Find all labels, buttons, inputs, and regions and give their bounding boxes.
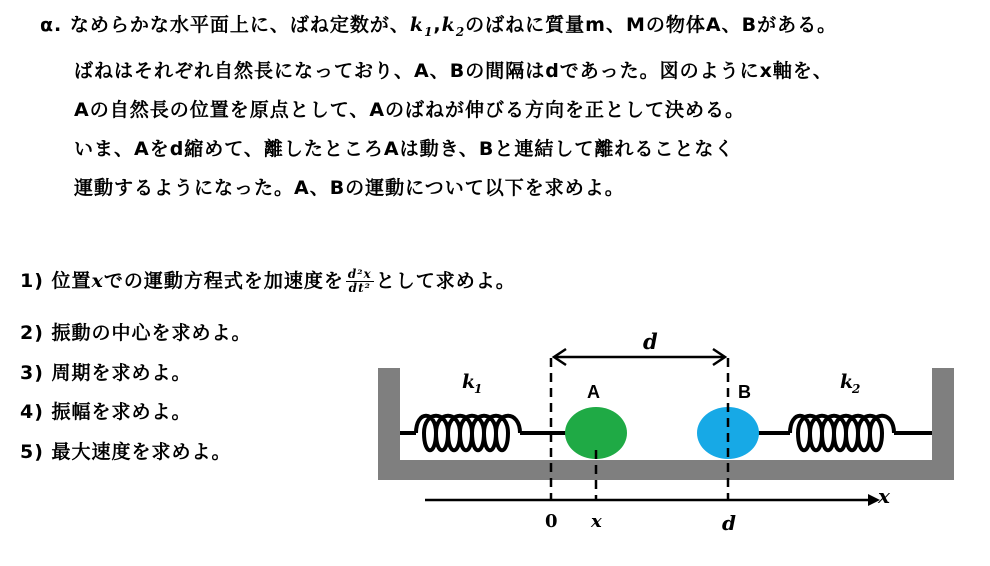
d-top-label: d: [643, 329, 658, 354]
fraction-numerator: d²x: [347, 267, 372, 281]
k1-label: k: [462, 371, 476, 393]
k1-subscript: 1: [424, 24, 434, 39]
k2-label-subscript: 2: [852, 382, 861, 396]
question-1-mid: での運動方程式を加速度を: [103, 270, 344, 292]
problem-line-2: ばねはそれぞれ自然長になっており、A、Bの間隔はdであった。図のようにx軸を、: [74, 60, 833, 82]
k1-label-subscript: 1: [474, 382, 483, 396]
question-5: 5) 最大速度を求めよ。: [20, 441, 232, 463]
k2-symbol: k: [441, 14, 456, 36]
block-b-label: B: [738, 382, 751, 402]
question-1-suffix: として求めよ。: [375, 270, 516, 292]
problem-line-3: Aの自然長の位置を原点として、Aのばねが伸びる方向を正として決める。: [74, 99, 746, 121]
question-1-prefix: 1) 位置: [20, 270, 92, 292]
problem-line-4: いま、Aをd縮めて、離したところAは動き、Bと連結して離れることなく: [74, 138, 735, 160]
question-2: 2) 振動の中心を求めよ。: [20, 322, 252, 344]
position-var: x: [91, 270, 104, 292]
k2-label: k: [840, 371, 854, 393]
spring-k1: [400, 416, 566, 451]
tick-x-label: x: [591, 511, 602, 532]
block-a-label: A: [587, 382, 600, 402]
floor: [378, 460, 954, 480]
question-3: 3) 周期を求めよ。: [20, 362, 192, 384]
problem-text: のばねに質量m、Mの物体A、Bがある。: [465, 14, 838, 36]
spring-k2: [755, 416, 932, 451]
k2-subscript: 2: [455, 24, 466, 39]
fraction-denominator: dt²: [348, 281, 371, 295]
k1-symbol: k: [409, 14, 425, 36]
x-axis-label: x: [878, 484, 890, 508]
question-4: 4) 振幅を求めよ。: [20, 401, 192, 423]
problem-line-5: 運動するようになった。A、Bの運動について以下を求めよ。: [74, 177, 625, 199]
comma: ,: [433, 14, 442, 36]
problem-text: α. なめらかな水平面上に、ばね定数が、: [40, 14, 410, 36]
tick-origin-label: 0: [545, 511, 558, 532]
tick-d-label: d: [722, 511, 736, 535]
